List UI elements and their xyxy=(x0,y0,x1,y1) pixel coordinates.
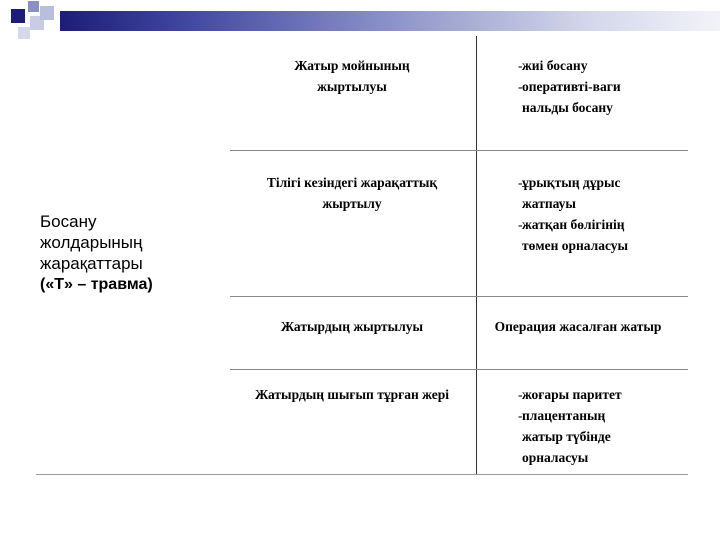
row-2-right-cell xyxy=(478,172,698,256)
table-vertical-divider xyxy=(476,36,477,474)
row-2-list-item: - жатқан бөлігінің төмен орналасуы xyxy=(478,214,698,256)
deco-square-mid xyxy=(28,1,39,12)
row-divider-2 xyxy=(230,296,688,297)
row-4-middle-cell xyxy=(230,384,474,405)
row-4-right-cell xyxy=(478,384,698,468)
row-1-list-item: - жиі босану xyxy=(478,55,698,76)
row-2-middle-text: Тілігі кезіндегі жарақаттық жыртылу xyxy=(266,175,438,211)
row-divider-1 xyxy=(230,150,688,151)
left-category-cell xyxy=(40,211,230,295)
row-3-middle-cell xyxy=(230,316,474,337)
row-3-middle-text: Жатырдың жыртылуы xyxy=(280,319,424,334)
row-2-list-item: - ұрықтың дұрыс жатпауы xyxy=(478,172,698,214)
row-3-right-text: Операция жасалған жатыр xyxy=(494,319,662,334)
row-divider-3 xyxy=(230,369,688,370)
row-1-middle-cell xyxy=(230,55,474,97)
row-4-list-item: - жоғары паритет xyxy=(478,384,698,405)
left-label-line: Босану xyxy=(40,212,97,231)
row-1-right-cell xyxy=(478,55,698,118)
deco-square-light-3 xyxy=(18,27,30,39)
header-gradient-bar xyxy=(60,11,720,31)
row-3-right-cell xyxy=(478,316,698,337)
left-label-line: жарақаттары xyxy=(40,254,143,273)
row-4-middle-text: Жатырдың шығып тұрған жері xyxy=(255,387,449,402)
left-label-bold-line: («Т» – травма) xyxy=(40,276,153,293)
row-4-list-item: - плацентаның жатыр түбінде орналасуы xyxy=(478,405,698,468)
deco-square-dark xyxy=(11,9,25,23)
row-1-middle-text: Жатыр мойнының жыртылуы xyxy=(294,58,410,94)
deco-square-light-2 xyxy=(40,6,54,20)
row-1-list-item: - оперативті-ваги нальды босану xyxy=(478,76,698,118)
row-2-middle-cell xyxy=(230,172,474,214)
table-bottom-border xyxy=(36,474,688,475)
left-label-line: жолдарының xyxy=(40,233,143,252)
